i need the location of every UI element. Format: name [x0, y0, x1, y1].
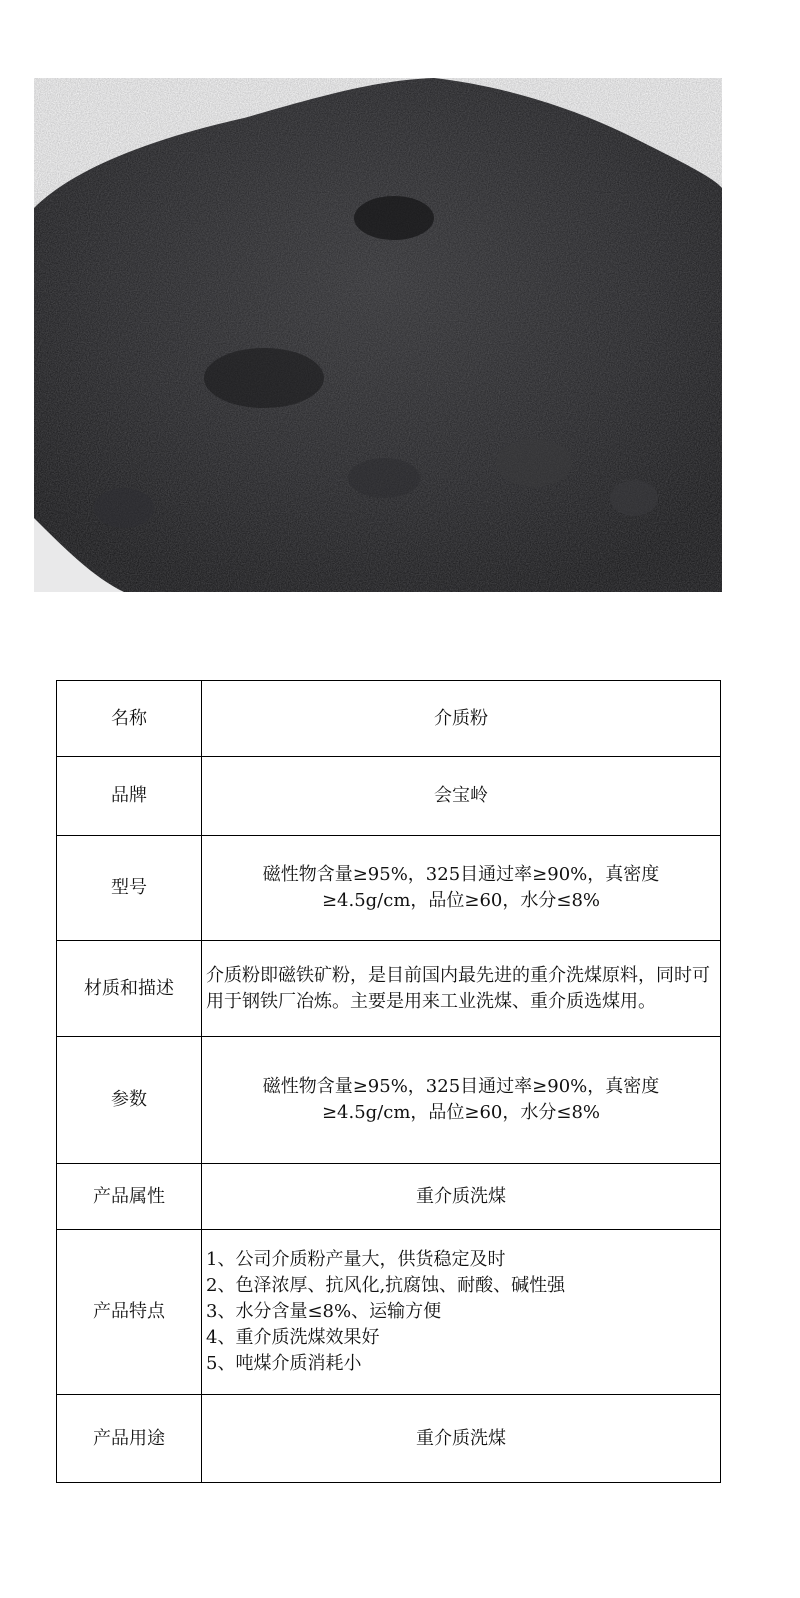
features-list: [202, 1230, 721, 1395]
row-value: 磁性物含量≥95%，325目通过率≥90%，真密度≥4.5g/cm，品位≥60，水分≤8%: [202, 836, 721, 941]
row-label: 参数: [57, 1037, 202, 1164]
row-label: 产品特点: [57, 1230, 202, 1395]
product-photo: [34, 78, 722, 592]
row-value: 介质粉: [202, 681, 721, 757]
row-label: 型号: [57, 836, 202, 941]
table-row: [57, 836, 721, 941]
table-row: [57, 1164, 721, 1230]
row-value: 磁性物含量≥95%，325目通过率≥90%，真密度≥4.5g/cm，品位≥60，水分≤8%: [202, 1037, 721, 1164]
row-label: 名称: [57, 681, 202, 757]
spec-table: [56, 680, 721, 1483]
row-label: 产品属性: [57, 1164, 202, 1230]
feature-item: 5、吨煤介质消耗小: [206, 1353, 362, 1374]
row-label: 材质和描述: [57, 941, 202, 1037]
table-row: [57, 1037, 721, 1164]
row-value: 重介质洗煤: [202, 1164, 721, 1230]
feature-item: 4、重介质洗煤效果好: [206, 1327, 380, 1348]
table-row: [57, 757, 721, 836]
row-label: 产品用途: [57, 1395, 202, 1483]
row-label: 品牌: [57, 757, 202, 836]
row-value: 会宝岭: [202, 757, 721, 836]
feature-item: 3、水分含量≤8%、运输方便: [206, 1301, 442, 1322]
row-value: 重介质洗煤: [202, 1395, 721, 1483]
table-row: [57, 1230, 721, 1395]
row-value: 介质粉即磁铁矿粉，是目前国内最先进的重介洗煤原料，同时可用于钢铁厂冶炼。主要是用来工业洗煤、重介质选煤用。: [202, 941, 721, 1037]
table-row: [57, 941, 721, 1037]
feature-item: 2、色泽浓厚、抗风化,抗腐蚀、耐酸、碱性强: [206, 1275, 566, 1296]
table-row: [57, 1395, 721, 1483]
feature-item: 1、公司介质粉产量大，供货稳定及时: [206, 1249, 506, 1270]
table-row: [57, 681, 721, 757]
